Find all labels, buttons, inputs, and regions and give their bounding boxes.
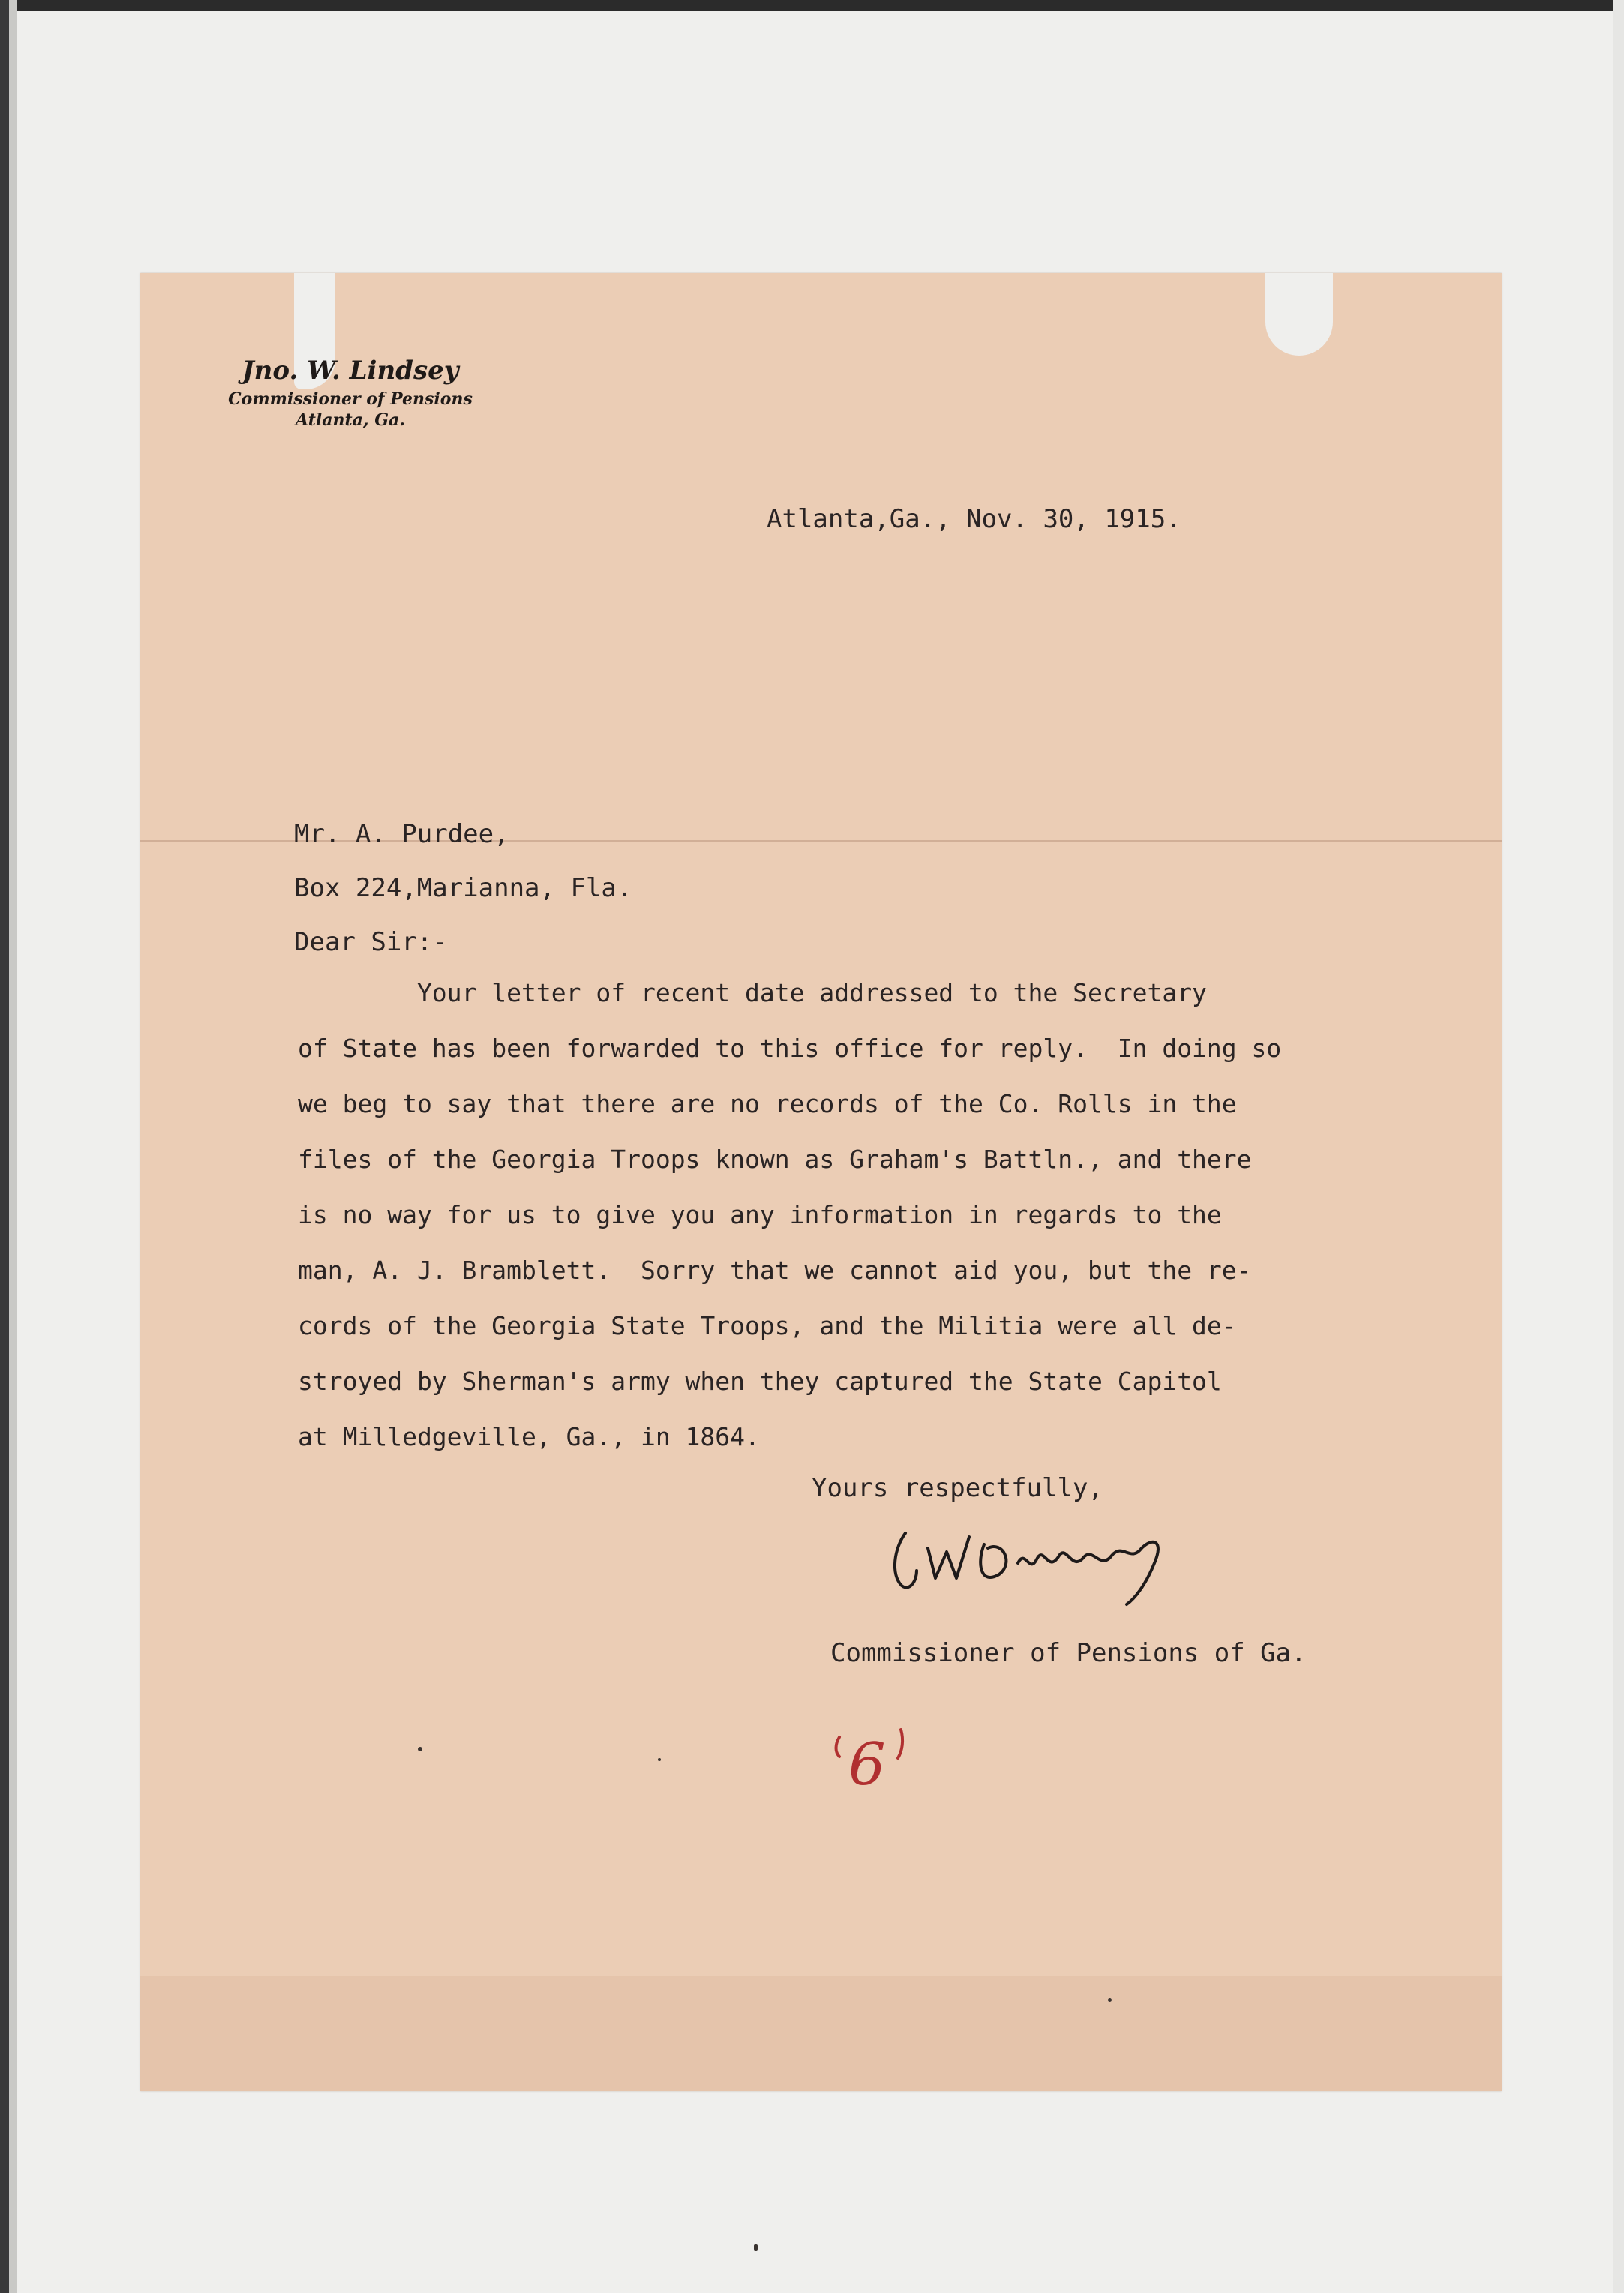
letter-sheet — [140, 273, 1502, 2091]
scan-border-right — [1613, 0, 1624, 2293]
body-line: stroyed by Sherman's army when they captured the State Capitol — [298, 1367, 1222, 1396]
salutation: Dear Sir:- — [294, 927, 448, 957]
torn-corner-right — [1265, 273, 1333, 356]
page-number-text: 6 — [848, 1731, 886, 1796]
scan-speck — [754, 2244, 758, 2251]
body-line: Your letter of recent date addressed to the Secretary — [298, 978, 1207, 1007]
date-line: Atlanta,Ga., Nov. 30, 1915. — [767, 504, 1181, 534]
body-line: we beg to say that there are no records of the Co. Rolls in the — [298, 1089, 1237, 1118]
scan-border-left-inner — [9, 0, 17, 2293]
body-line: man, A. J. Bramblett. Sorry that we cannot aid you, but the re- — [298, 1256, 1252, 1285]
ink-speck — [1108, 1998, 1112, 2002]
scan-border-top — [0, 0, 1624, 11]
ink-speck — [658, 1758, 661, 1761]
body-line: of State has been forwarded to this office for reply. In doing so — [298, 1034, 1282, 1063]
paper-discoloration-band — [140, 1976, 1502, 2091]
recipient-name: Mr. A. Purdee, — [294, 819, 509, 849]
body-line: is no way for us to give you any information in regards to the — [298, 1200, 1222, 1229]
body-line: cords of the Georgia State Troops, and the Militia were all de- — [298, 1311, 1237, 1340]
letterhead-name: Jno. W. Lindsey — [242, 356, 459, 386]
closing: Yours respectfully, — [812, 1473, 1103, 1503]
handwritten-signature — [875, 1503, 1190, 1608]
page-number-mark — [823, 1721, 928, 1796]
recipient-address: Box 224,Marianna, Fla. — [294, 873, 632, 903]
letterhead — [200, 356, 500, 431]
letterhead-city: Atlanta, Ga. — [296, 410, 405, 430]
signatory-title: Commissioner of Pensions of Ga. — [830, 1638, 1307, 1668]
body-line: files of the Georgia Troops known as Graham's Battln., and there — [298, 1145, 1252, 1174]
scan-border-left — [0, 0, 9, 2293]
ink-speck — [418, 1747, 422, 1751]
body-line: at Milledgeville, Ga., in 1864. — [298, 1422, 760, 1451]
letterhead-title: Commissioner of Pensions — [228, 389, 473, 409]
